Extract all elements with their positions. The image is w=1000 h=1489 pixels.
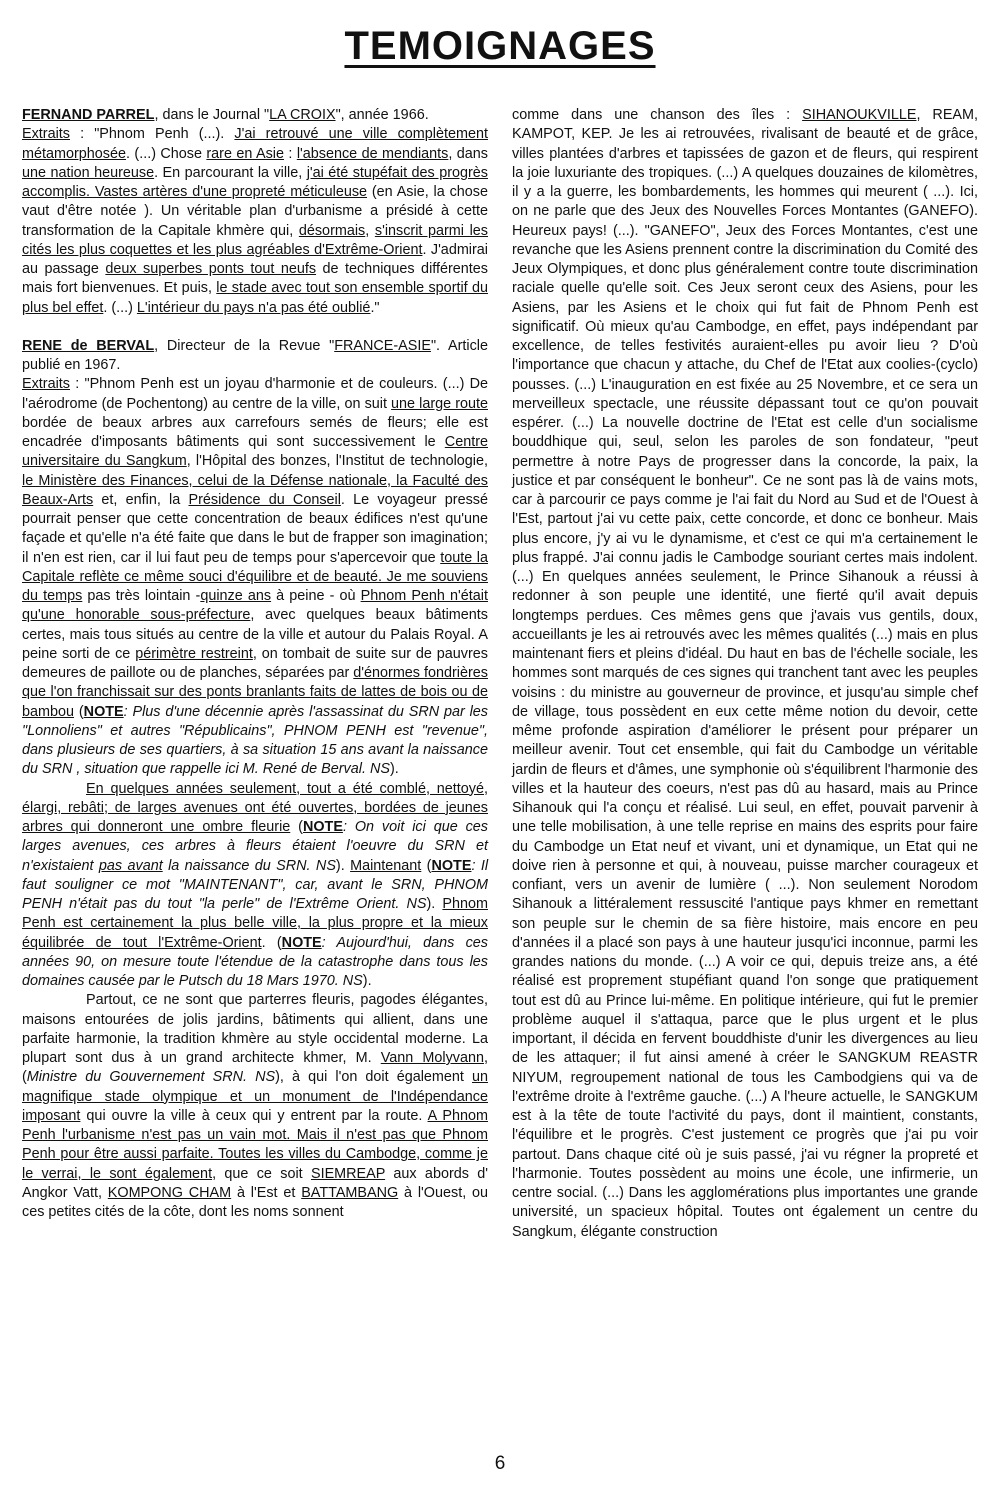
- author-berval: RENE de BERVAL: [22, 337, 155, 354]
- spacer: [22, 318, 488, 337]
- note-label: NOTE: [302, 819, 343, 835]
- paragraph-parrel: FERNAND PARREL, dans le Journal "LA CROIX", année 1966. Extraits : "Phnom Penh (...). J'ai retrouvé une ville complètement métamorphosée. (...) Chose rare en Asie : l'absence de mendiants, dans une nation heureuse. En parcourant la ville, j'ai été stupéfait des progrès accomplis. Vastes artères d'une propreté méticuleuse (en Asie, la chose vaut d'être notée ). Un véritable plan d'urbanisme a présidé à cette transformation de la Capitale khmère qui, désormais, s'inscrit parmi les cités les plus coquettes et les plus agréables d'Extrême-Orient. J'admirai au passage deux superbes ponts tout neufs de techniques différentes mais fort bienvenues. Et puis, le stade avec tout son ensemble sportif du plus bel effet. (...) L'intérieur du pays n'a pas été oublié.": [22, 107, 489, 316]
- left-column: [22, 106, 488, 1222]
- right-column: [512, 106, 978, 1242]
- page-title: TEMOIGNAGES: [344, 24, 656, 68]
- note-label: NOTE: [83, 703, 124, 720]
- paragraph-avenues: En quelques années seulement, tout a été comblé, nettoyé, élargi, rebâti; de larges avenues ont été ouvertes, bordées de jeunes arbres qui donneront une ombre fleurie (NOTE: On voit ici que ces larges avenues, ces arbres à fleurs étaient l'oeuvre du SRN et n'existaient pas avant la naissance du SRN. NS). Maintenant (NOTE: Il faut souligner ce mot "MAINTENANT", car, avant le SRN, PHNOM PENH n'était pas du tout "la perle" de l'Extrême Orient. NS). Phnom Penh est certainement la plus belle ville, la plus propre et la mieux équilibrée de tout l'Extrême-Orient. (NOTE: Aujourd'hui, dans ces années 90, on mesure toute l'étendue de la catastrophe dans tous les domaines causée par le Putsch du 18 Mars 1970. NS).: [22, 780, 489, 989]
- journal-name: LA CROIX: [269, 107, 336, 123]
- author-parrel: FERNAND PARREL: [22, 107, 155, 123]
- paragraph-continuation: comme dans une chanson des îles : SIHANOUKVILLE, REAM, KAMPOT, KEP. Je les ai retrouvées, rivalisant de beauté et de grâce, villes plantées d'arbres et tapissées de gazon et de fleurs, qui respirent la joie luxuriante des tropiques. (...) A quelques douzaines de kilomètres, il y a la guerre, les bombardements, les hommes qui meurent ( ...). Ici, on ne parle que des Jeux des Nouvelles Forces Montantes (GANEFO). Heureux pays! (...). "GANEFO", Jeux des Forces Montantes, c'est une revanche que les Asiens prennent contre la discrimination du Comité des Jeux Olympiques, et donc plus généralement contre toute discrimination raciale quelle qu'elle soit. Ces Jeux seront ceux des Asiens, pour les Asiens, par les Asiens et le choix qui fut fait de Phnom Penh est significatif. Où mieux qu'au Cambodge, en effet, pays indépendant par excellence, de telles festivités auraient-elles pu avoir lieu ? D'où l'importance que chacun y attache, du Chef de l'Etat aux coolies-(cyclo) pousses. (...) L'inauguration en est fixée au 25 Novembre, et ce sera un merveilleux spectacle, une réussite dépassant tout ce qu'on pouvait espérer. (...) La nouvelle doctrine de l'Etat est celle d'un socialisme bouddhique qui, seul, selon les paroles de son fondateur, "peut permettre à notre Pays de progresser dans la concorde, la paix, la justice et par conséquent le bonheur". Ce ne sont pas là de vains mots, car à parcourir ce pays comme je l'ai fait du Nord au Sud et de l'Ouest à l'Est, partout j'ai vu cette paix, cette concorde, et donc ce bonheur. Mais plus encore, j'y ai vu le dynamisme, et c'est ce qui m'a certainement le plus frappé. J'ai connu jadis le Cambodge souriant certes mais indolent. (...) En quelques années seulement, le Prince Sihanouk a réussi à redonner à son peuple une identité, une fierté qu'il avait depuis longtemps perdues. Ces mêmes gens que j'avais vus gentils, doux, accueillants je les ai retrouvés avec les mêmes qualités (...) mais en plus maintenant fiers et pleins d'idéal. Du haut en bas de l'échelle sociale, les hommes sont marqués de ces signes qui tranchent tant avec les peuples voisins : du ministre au gouverneur de province, et jusqu'au simple chef de village, tous possèdent en eux cette même notion du devoir, cette même profonde aspiration d'améliorer le présent pour préparer un meilleur avenir. Tout cet ensemble, qui fait du Cambodge un véritable jardin de fleurs et d'âmes, une symphonie où s'équilibrent l'harmonie des villes et la hauteur des coeurs, n'est pas dû au hasard, mais au Prince Sihanouk qui l'a conçu et réalisé. Lui seul, en effet, pouvait parvenir à une telle mobilisation, à une telle reprise en mains des esprits pour faire du Cambodge un Etat neuf et vivant, uni et dynamique, un Etat qui ne doive rien à personne et qui, à nouveau, puisse marcher courageux et confiant, vers un avenir de lumière ( ...). Non seulement Norodom Sihanouk a littéralement ressuscité l'antique pays khmer en remettant son peuple sur le chemin de sa fière histoire, mais encore en peu d'années il a placé son pays à une hauteur jusqu'ici inconnue, parmi les grandes nations du monde. (...) A voir ce qui, depuis treize ans, a été réalisé est proprement stupéfiant quand l'on songe que pratiquement tout est dû au Prince lui-même. En politique intérieure, qui fut le premier problème auquel il s'attaqua, parce que le plus urgent et le plus important, il décida en fervent bouddhiste d'unir les divergences au lieu de les attaquer; il fut ainsi amené à créer le SANGKUM REASTR NIYUM, regroupement national de tous les Cambodgiens qui va de l'extrême droite à l'extrême gauche. (...) A l'heure actuelle, le SANGKUM est à la tête de toute l'activité du pays, dont il maintient, constants, l'équilibre et le progrès. C'est justement ce progrès que j'ai pu voir partout. Dans chaque cité où je suis passé, j'ai vu régner la propreté et l'harmonie. Toutes possèdent au moins une école, une infirmerie, un centre social. (...) Dans les agglomérations plus importantes une grande université, un spacieux hôpital. Toutes ont également un centre du Sangkum, élégante construction: [512, 107, 978, 1240]
- note-label: NOTE: [281, 934, 322, 951]
- note-label: NOTE: [431, 857, 472, 874]
- revue-name: FRANCE-ASIE: [334, 337, 431, 354]
- paragraph-partout: Partout, ce ne sont que parterres fleuris, pagodes élégantes, maisons entourées de jolis jardins, bâtiments qui allient, dans une parfaite harmonie, la tradition khmère au style occidental moderne. La plupart sont dus à un grand architecte khmer, M. Vann Molyvann, (Ministre du Gouvernement SRN. NS), à qui l'on doit également un magnifique stade olympique et un monument de l'Indépendance imposant qui ouvre la ville à ceux qui y entrent par la route. A Phnom Penh l'urbanisme n'est pas un vain mot. Mais il n'est pas que Phnom Penh pour être aussi parfaite. Toutes les villes du Cambodge, comme je le verrai, le sont également, que ce soit SIEMREAP aux abords d' Angkor Vatt, KOMPONG CHAM à l'Est et BATTAMBANG à l'Ouest, ou ces petites cités de la côte, dont les noms sonnent: [22, 992, 489, 1220]
- page-number: 6: [494, 1453, 506, 1474]
- paragraph-berval: RENE de BERVAL, Directeur de la Revue "FRANCE-ASIE". Article publié en 1967. Extraits : "Phnom Penh est un joyau d'harmonie et de couleurs. (...) De l'aérodrome (de Pochentong) au centre de la ville, on suit une large route bordée de beaux arbres aux carrefours semés de fleurs; elle est encadrée d'imposants bâtiments qui sont successivement le Centre universitaire du Sangkum, l'Hôpital des bonzes, l'Institut de technologie, le Ministère des Finances, celui de la Défense nationale, la Faculté des Beaux-Arts et, enfin, la Présidence du Conseil. Le voyageur pressé pourrait penser que cette concentration de beaux édifices n'est qu'une façade et qu'elle n'a été faite que dans le but de frapper son imagination; il n'en est rien, car il lui faut peu de temps pour s'apercevoir que toute la Capitale reflète ce même souci d'équilibre et de beauté. Je me souviens du temps pas très lointain -quinze ans à peine - où Phnom Penh n'était qu'une honorable sous-préfecture, avec quelques beaux bâtiments certes, mais tous situés au centre de la ville et autour du Palais Royal. A peine sorti de ce périmètre restreint, on tombait de suite sur de pauvres demeures de paillote ou de planches, séparées par d'énormes fondrières que l'on franchissait sur des ponts branlants faits de lattes de bois ou de bambou (NOTE: Plus d'une décennie après l'assassinat du SRN par les "Lonnoliens" et autres "Républicains", PHNOM PENH est "revenue", dans plusieurs de ses quartiers, à sa situation 15 ans avant la naissance du SRN , situation que rappelle ici M. René de Berval. NS).: [22, 337, 489, 778]
